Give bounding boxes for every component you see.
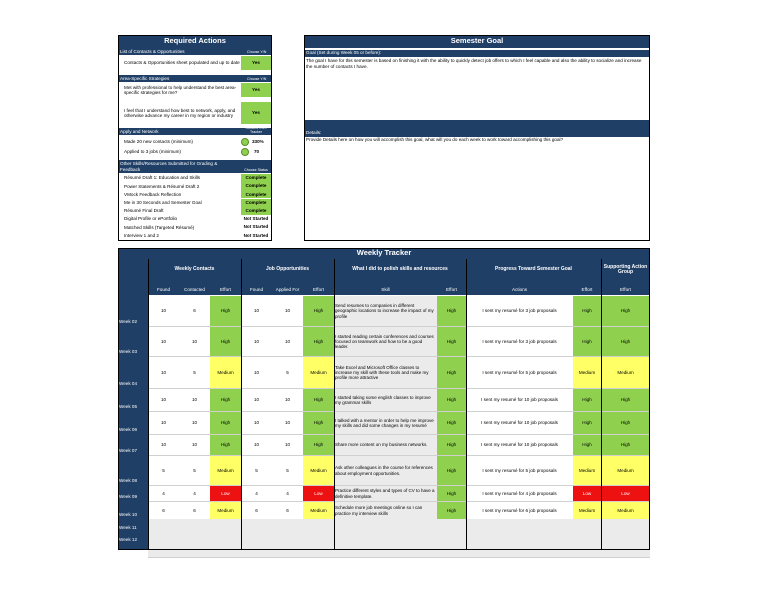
tracker-cell-contacted[interactable]: 6 xyxy=(193,507,196,513)
tracker-cell-c-effort[interactable]: Medium xyxy=(210,456,241,485)
tracker-cell-contacted[interactable]: 10 xyxy=(191,420,198,426)
tracker-cell-j-found[interactable]: 6 xyxy=(255,507,258,513)
tracker-column-header: Found xyxy=(156,286,171,292)
status-value[interactable]: Not Started xyxy=(243,224,269,230)
semester-goal-panel xyxy=(304,35,650,241)
tracker-cell-a-effort[interactable]: High xyxy=(573,327,601,356)
tracker-cell-a-effort[interactable]: Low xyxy=(573,486,601,501)
progress-indicator-icon xyxy=(241,138,249,146)
tracker-cell-j-effort[interactable]: High xyxy=(303,327,334,356)
week-label: Week 02 xyxy=(119,319,138,324)
required-row-value[interactable]: Yes xyxy=(241,56,271,70)
tracker-cell-g-effort[interactable]: High xyxy=(601,435,650,455)
goal-divider xyxy=(305,120,649,130)
tracker-cell-contacted[interactable]: 5 xyxy=(193,467,196,473)
tracker-cell-contacted[interactable]: 6 xyxy=(193,308,196,314)
tracker-cell-c-effort[interactable]: High xyxy=(210,327,241,356)
tracker-cell-action[interactable]: I sent my resumé for 6 job proposals xyxy=(482,507,557,513)
tracker-column-header: Effort xyxy=(220,286,231,292)
required-row-value[interactable]: Yes xyxy=(241,102,271,124)
tracker-cell-s-effort[interactable]: High xyxy=(437,486,466,501)
tracker-group-header: Weekly Contacts xyxy=(174,266,215,273)
required-row-label: Résumé Draft 1: Education and Skills xyxy=(124,175,201,181)
required-row-label: Me in 30 Seconds and Semester Goal xyxy=(124,199,202,205)
tracker-cell-c-effort[interactable]: High xyxy=(210,412,241,434)
tracker-cell-applied[interactable]: 6 xyxy=(286,507,289,513)
tracker-cell-g-effort[interactable]: Medium xyxy=(601,456,650,485)
tracker-cell-s-effort[interactable]: High xyxy=(437,389,466,411)
week-label: Week 08 xyxy=(119,478,138,483)
week-label: Week 05 xyxy=(119,404,138,409)
required-row-value: 330% xyxy=(252,138,264,144)
tracker-cell-action[interactable]: I sent my resumé for 10 job proposals xyxy=(481,397,558,403)
tracker-cell-g-effort[interactable]: Medium xyxy=(601,502,650,519)
tracker-cell-j-found[interactable]: 4 xyxy=(255,490,258,496)
tracker-column-header: Effort xyxy=(313,286,324,292)
week-label: Week 06 xyxy=(119,427,138,432)
tracker-cell-s-effort[interactable]: High xyxy=(437,327,466,356)
tracker-cell-found[interactable]: 4 xyxy=(162,490,165,496)
tracker-cell-g-effort[interactable]: High xyxy=(601,389,650,411)
weekly-tracker xyxy=(118,248,650,555)
tracker-cell-j-found[interactable]: 10 xyxy=(253,338,260,344)
status-value[interactable]: Complete xyxy=(241,182,271,190)
required-row-label: Matched Skills (Targeted Résumé) xyxy=(124,224,195,230)
tracker-cell-s-effort[interactable]: High xyxy=(437,456,466,485)
week-label: Week 09 xyxy=(119,494,138,499)
tracker-cell-c-effort[interactable]: High xyxy=(210,296,241,326)
tracker-cell-a-effort[interactable]: High xyxy=(573,296,601,326)
week-label: Week 13 xyxy=(119,549,138,555)
tracker-cell-found[interactable]: 6 xyxy=(162,507,165,513)
tracker-cell-j-effort[interactable]: High xyxy=(303,435,334,455)
goal-text[interactable]: The goal I have for this semester is based on finishing it with the ability to quickly detect job offers to which I feel capable and also the ability to socialize and increase the number of contacts I have. xyxy=(306,58,642,69)
tracker-cell-contacted[interactable]: 5 xyxy=(193,369,196,375)
row-separator xyxy=(148,557,650,558)
tracker-cell-action[interactable]: I sent my resumé for 10 job proposals xyxy=(481,442,558,448)
tracker-cell-contacted[interactable]: 10 xyxy=(191,442,198,448)
tracker-cell-s-effort[interactable]: High xyxy=(437,502,466,519)
progress-indicator-icon xyxy=(241,148,249,156)
required-row-label: Digital Profile or ePortfolio xyxy=(124,216,178,222)
tracker-cell-skill[interactable]: Take Excel and Microsoft Office classes to increase my skill with these tools and make my profile more attractive xyxy=(334,357,437,388)
tracker-cell-c-effort[interactable]: Medium xyxy=(210,502,241,519)
tracker-column-header: Found xyxy=(249,286,264,292)
tracker-column-header: Effort xyxy=(581,286,593,292)
required-row-label: Power Statements & Résumé Draft 2 xyxy=(124,183,200,189)
tracker-cell-found[interactable]: 10 xyxy=(160,442,167,448)
tracker-cell-j-effort[interactable]: Medium xyxy=(303,502,334,519)
tracker-cell-action[interactable]: I sent my resumé for 10 job proposals xyxy=(481,420,558,426)
tracker-cell-skill[interactable]: Share more content on my business networks. xyxy=(334,435,437,455)
tracker-cell-c-effort[interactable]: High xyxy=(210,435,241,455)
tracker-cell-skill[interactable]: Practice different styles and types of CV to have a definitive template. xyxy=(334,486,437,501)
tracker-column-header: Applied For xyxy=(275,286,300,292)
tracker-cell-g-effort[interactable]: Low xyxy=(601,486,650,501)
tracker-cell-j-effort[interactable]: High xyxy=(303,296,334,326)
tracker-group-header: Progress Toward Semester Goal xyxy=(495,266,572,273)
tracker-cell-applied[interactable]: 5 xyxy=(286,369,289,375)
tracker-cell-a-effort[interactable]: High xyxy=(573,435,601,455)
tracker-cell-action[interactable]: I sent my resumé for 4 job proposals xyxy=(482,490,557,496)
status-value[interactable]: Not Started xyxy=(243,232,269,238)
tracker-cell-j-found[interactable]: 10 xyxy=(253,308,260,314)
tracker-cell-g-effort[interactable]: High xyxy=(601,327,650,356)
tracker-cell-a-effort[interactable]: Medium xyxy=(573,456,601,485)
tracker-cell-action[interactable]: I sent my resumé for 5 job proposals xyxy=(482,467,557,473)
status-value[interactable]: Complete xyxy=(241,174,271,182)
tracker-column-header: Skill xyxy=(381,286,390,292)
tracker-cell-found[interactable]: 10 xyxy=(160,369,167,375)
tracker-cell-found[interactable]: 10 xyxy=(160,338,167,344)
tracker-column-header: Effort xyxy=(620,286,631,292)
required-row-value: 70 xyxy=(254,148,260,154)
week-label: Week 03 xyxy=(119,349,138,354)
tracker-cell-j-effort[interactable]: Low xyxy=(303,486,334,501)
week-label: Week 12 xyxy=(119,537,138,542)
required-row-label: Résumé Final Draft xyxy=(124,208,164,214)
week-label: Week 07 xyxy=(119,448,138,453)
required-actions-title: Required Actions xyxy=(119,36,271,48)
tracker-cell-found[interactable]: 10 xyxy=(160,397,167,403)
required-row-label: Made 20 new contacts (minimum) xyxy=(124,138,193,144)
tracker-cell-s-effort[interactable]: High xyxy=(437,296,466,326)
tracker-column-header: Actions xyxy=(511,286,528,292)
required-row-label: Interview 1 and 2 xyxy=(124,232,159,238)
tracker-cell-j-effort[interactable]: Medium xyxy=(303,456,334,485)
tracker-cell-skill[interactable]: Ask other colleagues in the course for references about employment opportunities. xyxy=(334,456,437,485)
status-value[interactable]: Complete xyxy=(241,207,271,215)
section-header-strategies: Area-Specific Strategies Choose Y/N xyxy=(119,75,271,82)
semester-goal-title: Semester Goal xyxy=(305,36,649,48)
tracker-cell-s-effort[interactable]: High xyxy=(437,435,466,455)
tracker-column-header: Effort xyxy=(446,286,457,292)
required-row-value[interactable]: Yes xyxy=(241,83,271,97)
section-header-apply: Apply and Network Curated from Tracker xyxy=(119,128,271,135)
tracker-cell-applied[interactable]: 10 xyxy=(284,420,291,426)
tracker-cell-j-found[interactable]: 10 xyxy=(253,442,260,448)
status-value[interactable]: Not Started xyxy=(243,216,269,222)
required-row-label: Contacts & Opportunities sheet populated and up to date xyxy=(124,60,240,66)
tracker-cell-found[interactable]: 10 xyxy=(160,308,167,314)
tracker-cell-j-found[interactable]: 5 xyxy=(255,467,258,473)
tracker-cell-applied[interactable]: 5 xyxy=(286,467,289,473)
tracker-cell-j-found[interactable]: 10 xyxy=(253,369,260,375)
tracker-cell-contacted[interactable]: 10 xyxy=(191,397,198,403)
tracker-column-header: Contacted xyxy=(184,286,205,292)
tracker-cell-a-effort[interactable]: Medium xyxy=(573,502,601,519)
tracker-cell-found[interactable]: 5 xyxy=(162,467,165,473)
tracker-cell-action[interactable]: I sent my resumé for 3 job proposals xyxy=(482,308,557,314)
tracker-cell-j-found[interactable]: 10 xyxy=(253,397,260,403)
tracker-cell-j-found[interactable]: 10 xyxy=(253,420,260,426)
tracker-cell-action[interactable]: I sent my resumé for 3 job proposals xyxy=(482,338,557,344)
tracker-cell-g-effort[interactable]: High xyxy=(601,296,650,326)
tracker-cell-contacted[interactable]: 4 xyxy=(193,490,196,496)
tracker-border xyxy=(118,248,650,550)
tracker-cell-skill[interactable]: I talked with a mentor in order to help me improve my skills and did some changes in my resumé xyxy=(334,412,437,434)
tracker-cell-j-effort[interactable]: Medium xyxy=(303,357,334,388)
week-label: Week 04 xyxy=(119,381,138,386)
details-text[interactable]: Provide Details here on how you will accomplish this goal, what will you do each week to work toward accomplishing this goal? xyxy=(306,137,564,142)
tracker-cell-applied[interactable]: 10 xyxy=(284,397,291,403)
tracker-cell-a-effort[interactable]: High xyxy=(573,412,601,434)
required-row-label: I feel that I understand how best to network, apply, and otherwise advance my career in my region or industry xyxy=(124,107,236,118)
section-header-contacts: List of Contacts & Opportunities Choose Y/N xyxy=(119,48,271,55)
tracker-group-header: What I did to polish skills and resources xyxy=(352,266,448,273)
required-row-label: Applied to 3 jobs (minimum) xyxy=(124,148,181,154)
tracker-cell-g-effort[interactable]: High xyxy=(601,412,650,434)
tracker-cell-c-effort[interactable]: Medium xyxy=(210,357,241,388)
required-row-label: Met with professional to help understand the best area-specific strategies for me? xyxy=(124,84,237,95)
tracker-cell-skill[interactable]: Send resumes to companies in different geographic locations to increase the impact of my profile xyxy=(334,296,437,326)
tracker-cell-applied[interactable]: 4 xyxy=(286,490,289,496)
tracker-cell-contacted[interactable]: 10 xyxy=(191,338,198,344)
tracker-cell-found[interactable]: 10 xyxy=(160,420,167,426)
tracker-cell-skill[interactable]: I started taking some english classes to improve my grammar skills xyxy=(334,389,437,411)
status-value[interactable]: Complete xyxy=(241,190,271,198)
tracker-cell-applied[interactable]: 10 xyxy=(284,338,291,344)
section-header-other-skills: Other Skills/Resources Submitted for Grading & Feedback Choose Status xyxy=(119,160,271,173)
goal-label: Goal (Set during Week 05 or before): xyxy=(305,50,649,57)
tracker-cell-j-effort[interactable]: High xyxy=(303,412,334,434)
tracker-cell-a-effort[interactable]: Medium xyxy=(573,357,601,388)
tracker-cell-applied[interactable]: 10 xyxy=(284,308,291,314)
tracker-cell-action[interactable]: I sent my resumé for 5 job proposals xyxy=(482,369,557,375)
week-label: Week 11 xyxy=(119,524,137,530)
tracker-cell-s-effort[interactable]: High xyxy=(437,412,466,434)
tracker-cell-c-effort[interactable]: High xyxy=(210,389,241,411)
tracker-group-header: Supporting Action Group xyxy=(603,263,648,275)
weekly-tracker-title: Weekly Tracker xyxy=(118,248,650,259)
tracker-cell-s-effort[interactable]: High xyxy=(437,357,466,388)
tracker-cell-applied[interactable]: 10 xyxy=(284,442,291,448)
tracker-cell-a-effort[interactable]: High xyxy=(573,389,601,411)
details-label: Details: xyxy=(305,130,649,137)
tracker-cell-j-effort[interactable]: High xyxy=(303,389,334,411)
required-row-label: VMock Feedback Reflection xyxy=(124,191,182,197)
tracker-cell-g-effort[interactable]: Medium xyxy=(601,357,650,388)
tracker-cell-c-effort[interactable]: Low xyxy=(210,486,241,501)
tracker-cell-skill[interactable]: I started reading certain conferences and courses focused on teamwork and how to be a good leader. xyxy=(334,327,437,356)
week-label: Week 10 xyxy=(119,512,138,517)
required-actions-panel xyxy=(118,35,272,241)
status-value[interactable]: Complete xyxy=(241,199,271,207)
tracker-group-header: Job Opportunities xyxy=(265,266,310,273)
tracker-cell-skill[interactable]: Schedule more job meetings online so I can practice my interview skills xyxy=(334,502,437,519)
